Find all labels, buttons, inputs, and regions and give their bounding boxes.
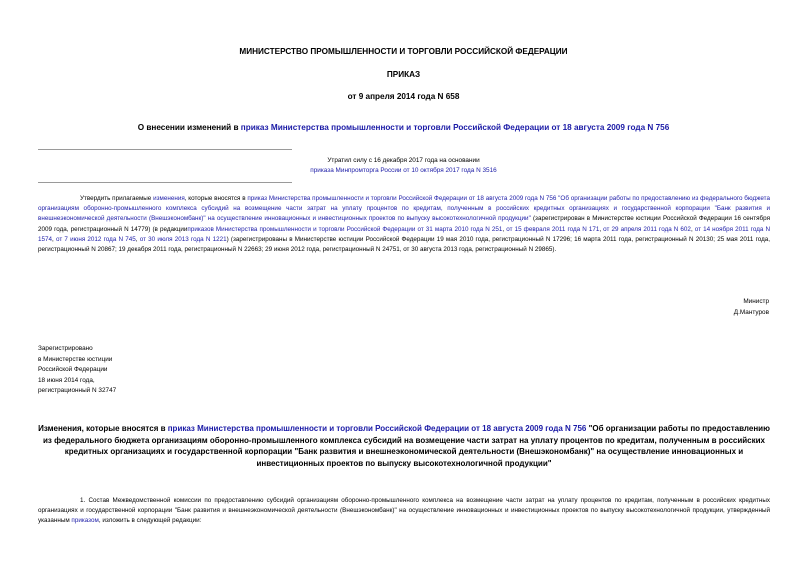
main-text-6: , xyxy=(690,225,695,233)
registration-line-1: Зарегистрировано xyxy=(38,345,93,352)
changes-heading-prefix: Изменения, которые вносятся в xyxy=(38,424,168,433)
changes-heading-link[interactable]: приказ Министерства промышленности и торговли Российской Федерации от 18 августа 2009 года N 756 xyxy=(167,424,587,433)
registration-block xyxy=(38,344,116,397)
order-link[interactable]: приказом xyxy=(71,517,99,525)
item-1-text-2: , изложить в следующей редакции: xyxy=(98,517,202,525)
changes-heading xyxy=(38,423,770,469)
order-1574-link[interactable]: от 14 ноября 2011 года N 1574 xyxy=(38,225,770,243)
registration-line-2: в Министерстве юстиции xyxy=(38,355,113,363)
registration-line-4: 18 июня 2014 года, xyxy=(38,376,95,384)
changes-link[interactable]: изменения xyxy=(153,195,185,202)
order-602-link[interactable]: от 29 апреля 2011 года N 602 xyxy=(603,225,691,233)
item-1-text-1: 1. Состав Межведомственной комиссии по предоставлению субсидий организациям оборонно-промышленного комплекса на возмещение части затрат на уплату процентов по кредитам, полученным в российских кредитных организациях и государственной корпорации "Банк развития и внешнеэкономической деятельности (Внешэкономбанк)" на осуществление инновационных и инвестиционных проектов по выпуску высокотехнологичной продукции, утвержденный указанным xyxy=(38,497,770,525)
separator-top xyxy=(38,149,292,150)
title-link[interactable]: приказ Министерства промышленности и торговли Российской Федерации от 18 августа 2009 года N 756 xyxy=(240,123,670,132)
main-text-1: Утвердить прилагаемые xyxy=(80,195,154,202)
status-note-text: Утратил силу с 16 декабря 2017 года на основании xyxy=(327,157,480,164)
document-date-number: от 9 апреля 2014 года N 658 xyxy=(347,92,460,101)
main-text-3: (зарегистрирован в Министерстве юстиции Российской Федерации 16 сентября 2009 года, регистрационный N 14779) (в редакции xyxy=(38,215,771,233)
changes-heading-rest: "Об организации работы по предоставлению из федерального бюджета организациям оборонно-промышленного комплекса субсидий на возмещение части затрат на уплату процентов по кредитам, полученным в российских кредитных организациях и государственной корпорации "Банк развития и внешнеэкономической деятельности (Внешэкономбанк)" на осуществление инновационных и инвестиционных проектов по выпуску высокотехнологичной продукции" xyxy=(42,424,770,468)
item-1-paragraph xyxy=(38,496,770,527)
main-text-4: , xyxy=(502,225,507,233)
signature-name: Д.Мантуров xyxy=(733,308,769,316)
title-prefix: О внесении изменений в xyxy=(137,123,241,132)
registration-line-3: Российской Федерации xyxy=(38,366,108,373)
signature-block xyxy=(734,297,769,318)
order-251-link[interactable]: приказов Министерства промышленности и торговли Российской Федерации от 31 марта 2010 года N 251 xyxy=(187,225,503,233)
main-text-7: , xyxy=(52,235,56,243)
registration-line-5: регистрационный N 32747 xyxy=(38,387,117,394)
main-text-8: , xyxy=(135,235,140,243)
status-note-link[interactable]: приказа Минпромторга России от 10 октября 2017 года N 3516 xyxy=(310,167,497,174)
document-title xyxy=(0,123,807,132)
order-745-link[interactable]: от 7 июня 2012 года N 745 xyxy=(55,235,136,243)
signature-position: Министр xyxy=(743,298,769,305)
order-756-link[interactable]: приказ Министерства промышленности и торговли Российской Федерации от 18 августа 2009 года N 756 "Об организации работы по предоставлению из федерального бюджета организациям оборонно-промышленного комплекса субсидий на возмещение части затрат на уплату процентов по кредитам, полученным в российских кредитных организациях и государственной корпорации "Банк развития и внешнеэкономической деятельности (Внешэкономбанк)" на осуществление инновационных и инвестиционных проектов по выпуску высокотехнологичной продукции" xyxy=(38,195,770,223)
order-1221-link[interactable]: от 30 июля 2013 года N 1221 xyxy=(139,235,227,243)
document-type: ПРИКАЗ xyxy=(386,70,421,79)
order-171-link[interactable]: от 15 февраля 2011 года N 171 xyxy=(506,225,600,233)
separator-bottom xyxy=(38,182,292,183)
main-paragraph xyxy=(38,194,770,255)
main-text-5: , xyxy=(599,225,604,233)
main-text-9: ) (зарегистрированы в Министерстве юстиции Российской Федерации 19 мая 2010 года, регистрационный N 17296; 16 марта 2011 года, регистрационный N 20130; 25 мая 2011 года, регистрационный N 20867; 19 декабря 2011 года, регистрационный N 22663; 29 июня 2012 года, регистрационный N 24751, от 30 августа 2013 года, регистрационный N 29865). xyxy=(38,235,771,254)
status-note xyxy=(0,156,807,176)
main-text-2: , которые вносятся в xyxy=(184,195,248,202)
ministry-name: МИНИСТЕРСТВО ПРОМЫШЛЕННОСТИ И ТОРГОВЛИ РОССИЙСКОЙ ФЕДЕРАЦИИ xyxy=(239,47,568,56)
